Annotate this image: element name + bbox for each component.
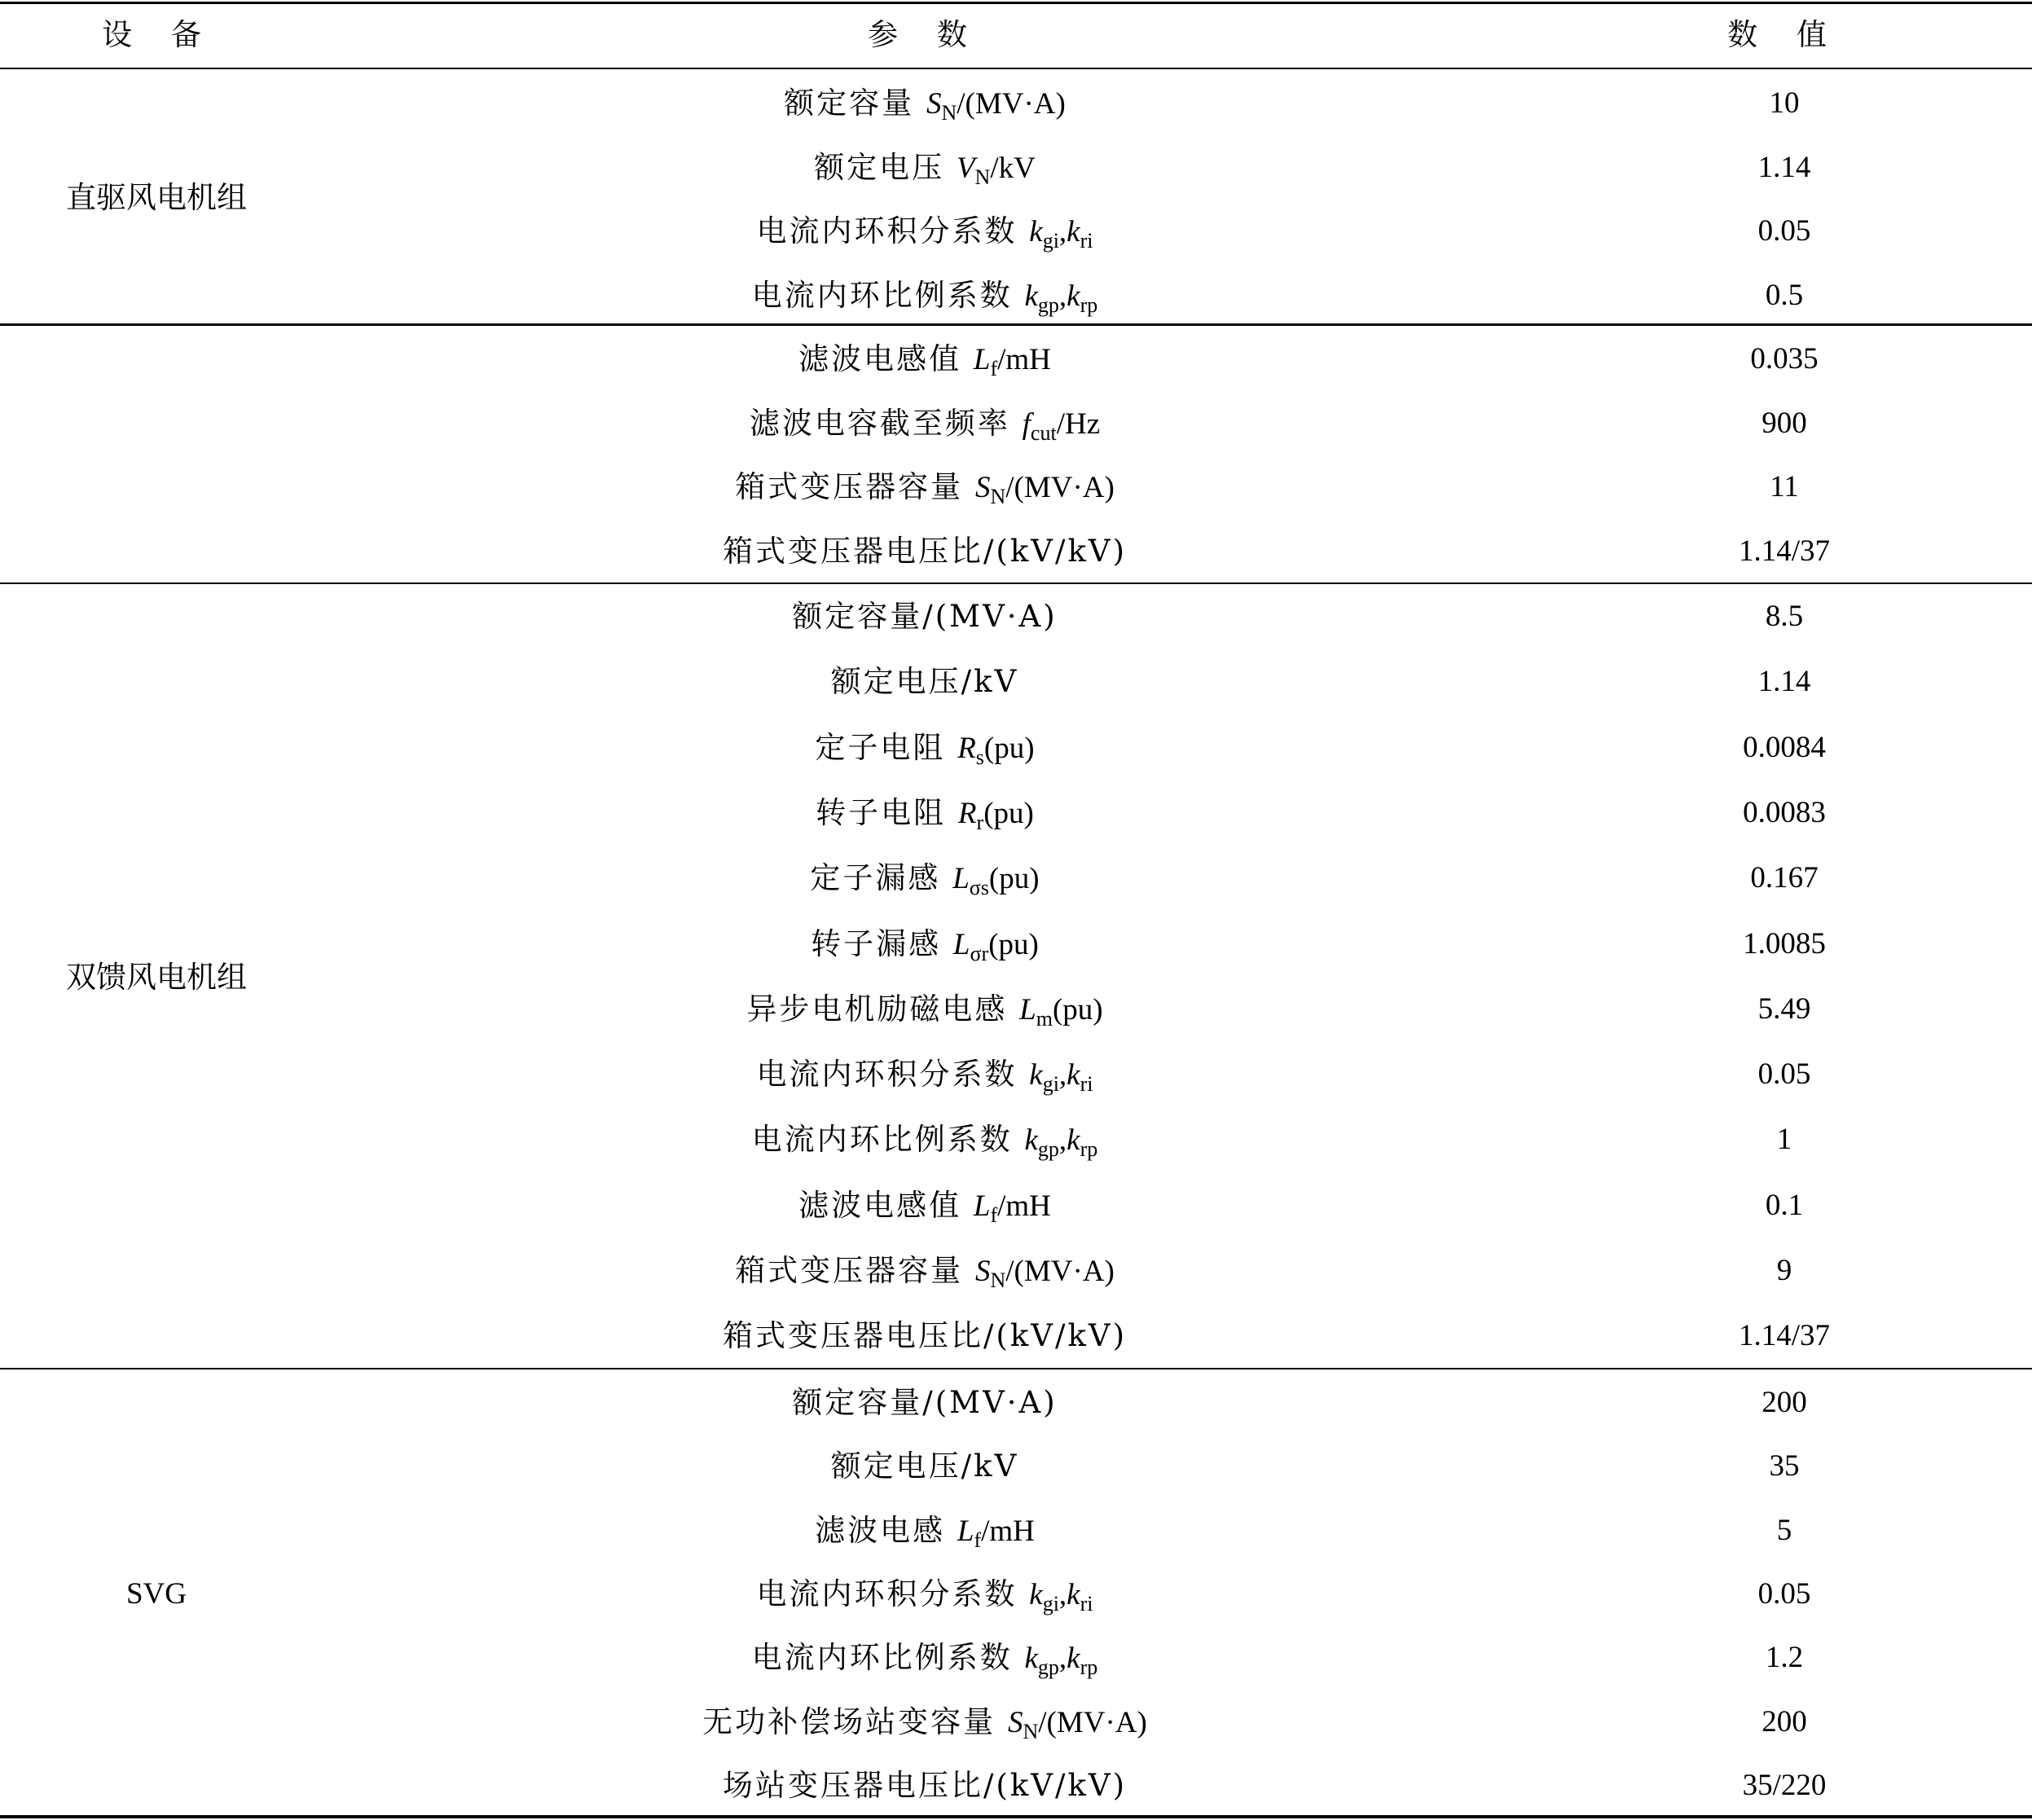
device-cell: SVG (125, 1577, 187, 1611)
param-symbol-2: k (1067, 1577, 1080, 1611)
param-cell (599, 402, 1251, 445)
param-symbol: k (1024, 1123, 1038, 1158)
value-cell: 8.5 (1765, 600, 1804, 633)
param-subscript: σr (970, 941, 989, 965)
param-text: 额定容量/(MV·A) (792, 1385, 1058, 1420)
value-cell: 0.1 (1765, 1188, 1804, 1222)
param-unit: (pu) (988, 862, 1040, 896)
table-header (0, 2, 2032, 68)
group-rule-1 (0, 323, 2032, 326)
header-device: 设 备 (102, 17, 216, 52)
param-subscript: s (975, 745, 984, 769)
param-text: 电流内环比例系数 (751, 1640, 1025, 1676)
param-symbol-2: k (1067, 215, 1080, 248)
param-unit: (pu) (983, 796, 1034, 830)
param-unit: /kV (990, 151, 1036, 185)
param-cell (599, 1765, 1251, 1807)
value-cell: 1.14 (1757, 665, 1811, 699)
value-cell: 1.0085 (1743, 926, 1826, 961)
value-cell: 1.14/37 (1738, 1319, 1831, 1353)
param-text: 滤波电感 (815, 1512, 957, 1548)
param-subscript: N (990, 484, 1006, 508)
param-subscript-2: ri (1080, 228, 1093, 253)
value-cell: 0.0084 (1743, 730, 1826, 764)
param-text: 额定电压/kV (830, 664, 1019, 700)
value-cell: 5.49 (1757, 991, 1811, 1026)
param-subscript: N (990, 1268, 1006, 1292)
param-cell (599, 1185, 1251, 1227)
value-cell: 10 (1769, 86, 1800, 120)
param-subscript-2: rp (1080, 1655, 1098, 1679)
param-text: 额定容量/(MV·A) (792, 599, 1058, 634)
value-cell: 1.14 (1757, 150, 1811, 184)
param-symbol: k (1024, 1642, 1038, 1676)
param-cell (599, 466, 1251, 508)
param-cell (599, 1250, 1251, 1292)
param-text: 转子漏感 (811, 925, 953, 961)
value-cell: 11 (1770, 470, 1799, 503)
param-subscript: r (976, 810, 984, 834)
param-cell (599, 275, 1251, 317)
param-symbol-2: k (1067, 1123, 1080, 1158)
param-subscript: m (1036, 1006, 1053, 1031)
param-text: 电流内环积分系数 (756, 1576, 1030, 1611)
param-subscript: gp (1037, 292, 1059, 317)
param-unit: /mH (997, 343, 1051, 376)
param-unit: , (1058, 279, 1067, 313)
param-unit: , (1058, 215, 1067, 248)
value-cell: 200 (1762, 1704, 1807, 1739)
param-subscript: f (990, 356, 998, 380)
param-symbol: L (1019, 992, 1036, 1026)
param-unit: , (1058, 1577, 1067, 1611)
value-cell: 0.0083 (1743, 795, 1826, 829)
param-cell (599, 1637, 1251, 1679)
param-cell (599, 661, 1251, 703)
param-text: 异步电机励磁电感 (746, 991, 1020, 1026)
param-unit: /(MV·A) (1038, 1705, 1147, 1739)
value-cell: 1 (1776, 1123, 1792, 1157)
value-cell: 5 (1776, 1513, 1792, 1547)
param-cell (599, 1701, 1251, 1743)
param-symbol: k (1029, 1058, 1043, 1092)
value-cell: 35 (1769, 1449, 1800, 1484)
param-subscript: gi (1042, 228, 1059, 253)
group-rule-3 (0, 1368, 2032, 1369)
param-cell (599, 1510, 1251, 1552)
param-symbol: S (926, 87, 942, 121)
param-unit: (pu) (983, 731, 1035, 765)
param-subscript: N (1023, 1719, 1039, 1743)
param-symbol: R (957, 796, 977, 830)
param-text: 无功补偿场站变容量 (702, 1704, 1008, 1739)
value-cell: 0.5 (1765, 278, 1804, 312)
param-unit: /(MV·A) (957, 87, 1066, 121)
param-text: 箱式变压器容量 (735, 1253, 975, 1288)
param-symbol: S (1007, 1705, 1023, 1739)
param-text: 额定电压/kV (830, 1449, 1019, 1484)
param-text: 额定容量 (784, 86, 926, 121)
param-cell (599, 1382, 1251, 1424)
param-subscript: σs (969, 875, 989, 899)
value-cell: 0.05 (1757, 1057, 1811, 1092)
value-cell: 35/220 (1742, 1768, 1827, 1802)
param-text: 电流内环积分系数 (756, 213, 1030, 248)
param-cell (599, 1053, 1251, 1096)
param-unit: , (1058, 1123, 1067, 1158)
value-cell: 900 (1762, 406, 1807, 440)
param-subscript: f (974, 1528, 982, 1552)
param-symbol-2: k (1067, 279, 1080, 313)
param-symbol: L (973, 1189, 991, 1223)
param-symbol: S (974, 1255, 991, 1288)
param-symbol: V (956, 151, 975, 185)
param-unit: , (1058, 1642, 1067, 1676)
value-cell: 200 (1762, 1386, 1807, 1419)
param-symbol: k (1029, 215, 1043, 248)
value-cell: 1.14/37 (1738, 534, 1831, 568)
param-text: 定子电阻 (815, 729, 958, 765)
param-symbol: R (957, 731, 976, 765)
value-cell: 0.035 (1750, 342, 1819, 376)
device-cell: 直驱风电机组 (66, 180, 247, 215)
param-text: 电流内环积分系数 (756, 1057, 1030, 1092)
device-cell: 双馈风电机组 (66, 960, 247, 995)
param-text: 定子漏感 (810, 860, 953, 896)
param-symbol: S (974, 471, 991, 504)
param-text: 滤波电感值 (798, 341, 974, 376)
value-cell: 1.2 (1765, 1641, 1804, 1675)
param-cell (599, 857, 1251, 899)
param-subscript: N (974, 165, 991, 189)
bottom-rule (0, 1815, 2032, 1818)
param-cell (599, 147, 1251, 189)
param-cell (599, 530, 1251, 573)
param-cell (599, 82, 1251, 125)
param-subscript-2: ri (1080, 1071, 1093, 1096)
param-cell (599, 210, 1251, 253)
value-cell: 0.167 (1750, 861, 1819, 895)
param-text: 场站变压器电压比/(kV/kV) (722, 1767, 1128, 1803)
param-symbol: L (952, 862, 970, 896)
param-cell (599, 792, 1251, 834)
param-cell (599, 988, 1251, 1031)
param-cell (599, 1119, 1251, 1161)
param-symbol: L (952, 927, 970, 961)
param-text: 额定电压 (814, 149, 957, 185)
param-unit: /(MV·A) (1005, 471, 1115, 504)
param-subscript: cut (1030, 420, 1057, 445)
header-param: 参 数 (868, 17, 982, 52)
value-cell: 9 (1776, 1254, 1792, 1287)
param-unit: /mH (997, 1189, 1051, 1223)
param-cell (599, 1445, 1251, 1488)
param-subscript: gi (1042, 1591, 1059, 1616)
header-value: 数 值 (1727, 17, 1841, 52)
param-text: 电流内环比例系数 (751, 1122, 1025, 1158)
param-symbol: f (1022, 407, 1031, 441)
param-cell (599, 727, 1251, 769)
value-cell: 0.05 (1757, 214, 1811, 248)
param-subscript-2: rp (1080, 1137, 1098, 1162)
param-symbol: k (1024, 279, 1038, 313)
param-symbol-2: k (1067, 1642, 1080, 1676)
param-subscript-2: rp (1080, 292, 1098, 317)
param-unit: /Hz (1056, 407, 1101, 441)
param-text: 滤波电感值 (798, 1187, 974, 1223)
param-cell (599, 923, 1251, 965)
param-unit: (pu) (1052, 992, 1103, 1026)
group-rule-2 (0, 582, 2032, 584)
param-symbol-2: k (1067, 1058, 1080, 1092)
param-symbol: L (957, 1514, 974, 1548)
param-cell (599, 338, 1251, 380)
param-symbol: L (973, 343, 991, 376)
value-cell: 0.05 (1757, 1576, 1811, 1611)
param-subscript: gi (1042, 1071, 1059, 1096)
param-unit: /mH (981, 1514, 1035, 1548)
param-unit: , (1058, 1058, 1067, 1092)
param-cell (599, 1315, 1251, 1357)
param-cell (599, 596, 1251, 638)
param-unit: /(MV·A) (1005, 1255, 1115, 1288)
param-subscript: f (990, 1202, 998, 1227)
param-unit: (pu) (988, 927, 1039, 961)
param-subscript: N (941, 100, 957, 125)
param-text: 箱式变压器容量 (735, 469, 975, 504)
param-text: 箱式变压器电压比/(kV/kV) (722, 533, 1128, 569)
param-subscript: gp (1037, 1655, 1059, 1679)
param-text: 箱式变压器电压比/(kV/kV) (722, 1318, 1128, 1354)
param-symbol: k (1029, 1577, 1043, 1611)
param-text: 转子电阻 (816, 794, 958, 830)
param-text: 电流内环比例系数 (751, 277, 1025, 313)
param-cell (599, 1573, 1251, 1616)
param-text: 滤波电容截至频率 (749, 405, 1023, 441)
param-subscript-2: ri (1080, 1591, 1093, 1616)
param-subscript: gp (1037, 1137, 1059, 1162)
